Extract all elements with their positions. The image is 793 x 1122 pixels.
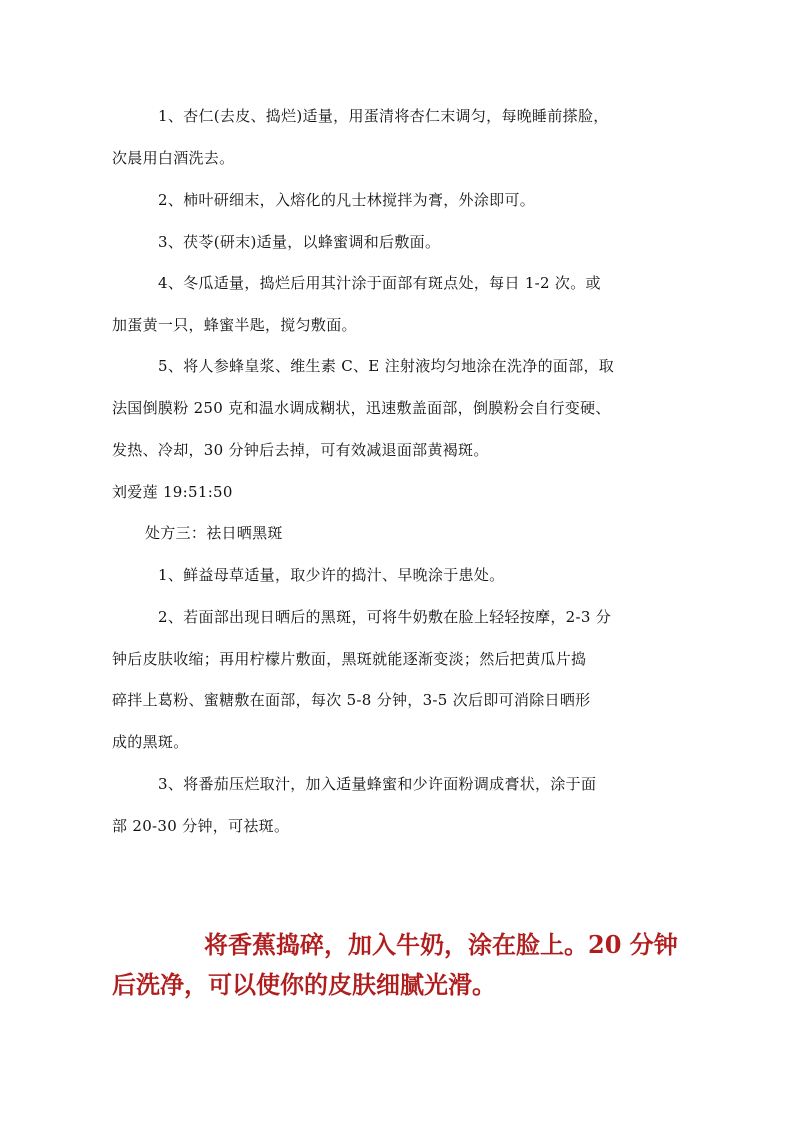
section-heading: 处方三：祛日晒黑斑 bbox=[145, 524, 283, 542]
text-line: 碎拌上葛粉、蜜糖敷在面部，每次 5-8 分钟，3-5 次后即可消除日晒形 bbox=[112, 691, 591, 709]
highlight-text: 后洗净，可以使你的皮肤细腻光滑。 bbox=[112, 970, 496, 999]
text-line: 发热、冷却，30 分钟后去掉，可有效减退面部黄褐斑。 bbox=[112, 441, 489, 459]
text-line: 成的黑斑。 bbox=[112, 733, 189, 751]
text-line: 1、杏仁(去皮、捣烂)适量，用蛋清将杏仁末调匀，每晚睡前搽脸， bbox=[158, 107, 609, 125]
text-line: 5、将人参蜂皇浆、维生素 C、E 注射液均匀地涂在洗净的面部，取 bbox=[158, 357, 615, 375]
text-line: 3、将番茄压烂取汁，加入适量蜂蜜和少许面粉调成膏状，涂于面 bbox=[158, 775, 597, 793]
text-line: 3、茯苓(研末)适量，以蜂蜜调和后敷面。 bbox=[158, 233, 441, 251]
text-line: 1、鲜益母草适量，取少许的捣汁、早晚涂于患处。 bbox=[158, 566, 505, 584]
author-timestamp: 刘爱莲 19:51:50 bbox=[112, 483, 233, 501]
text-line: 4、冬瓜适量，捣烂后用其汁涂于面部有斑点处，每日 1-2 次。或 bbox=[158, 274, 601, 292]
text-line: 加蛋黄一只，蜂蜜半匙，搅匀敷面。 bbox=[112, 316, 357, 334]
text-line: 次晨用白酒洗去。 bbox=[112, 149, 235, 167]
text-line: 法国倒膜粉 250 克和温水调成糊状，迅速敷盖面部，倒膜粉会自行变硬、 bbox=[112, 399, 611, 417]
text-line: 2、若面部出现日晒后的黑斑，可将牛奶敷在脸上轻轻按摩，2-3 分 bbox=[158, 608, 612, 626]
text-line: 钟后皮肤收缩；再用柠檬片敷面，黑斑就能逐渐变淡；然后把黄瓜片捣 bbox=[112, 650, 587, 668]
highlight-text: 将香蕉捣碎，加入牛奶，涂在脸上。20 分钟 bbox=[204, 930, 678, 959]
text-line: 部 20-30 分钟，可祛斑。 bbox=[112, 817, 290, 835]
text-line: 2、柿叶研细末，入熔化的凡士林搅拌为膏，外涂即可。 bbox=[158, 191, 536, 209]
